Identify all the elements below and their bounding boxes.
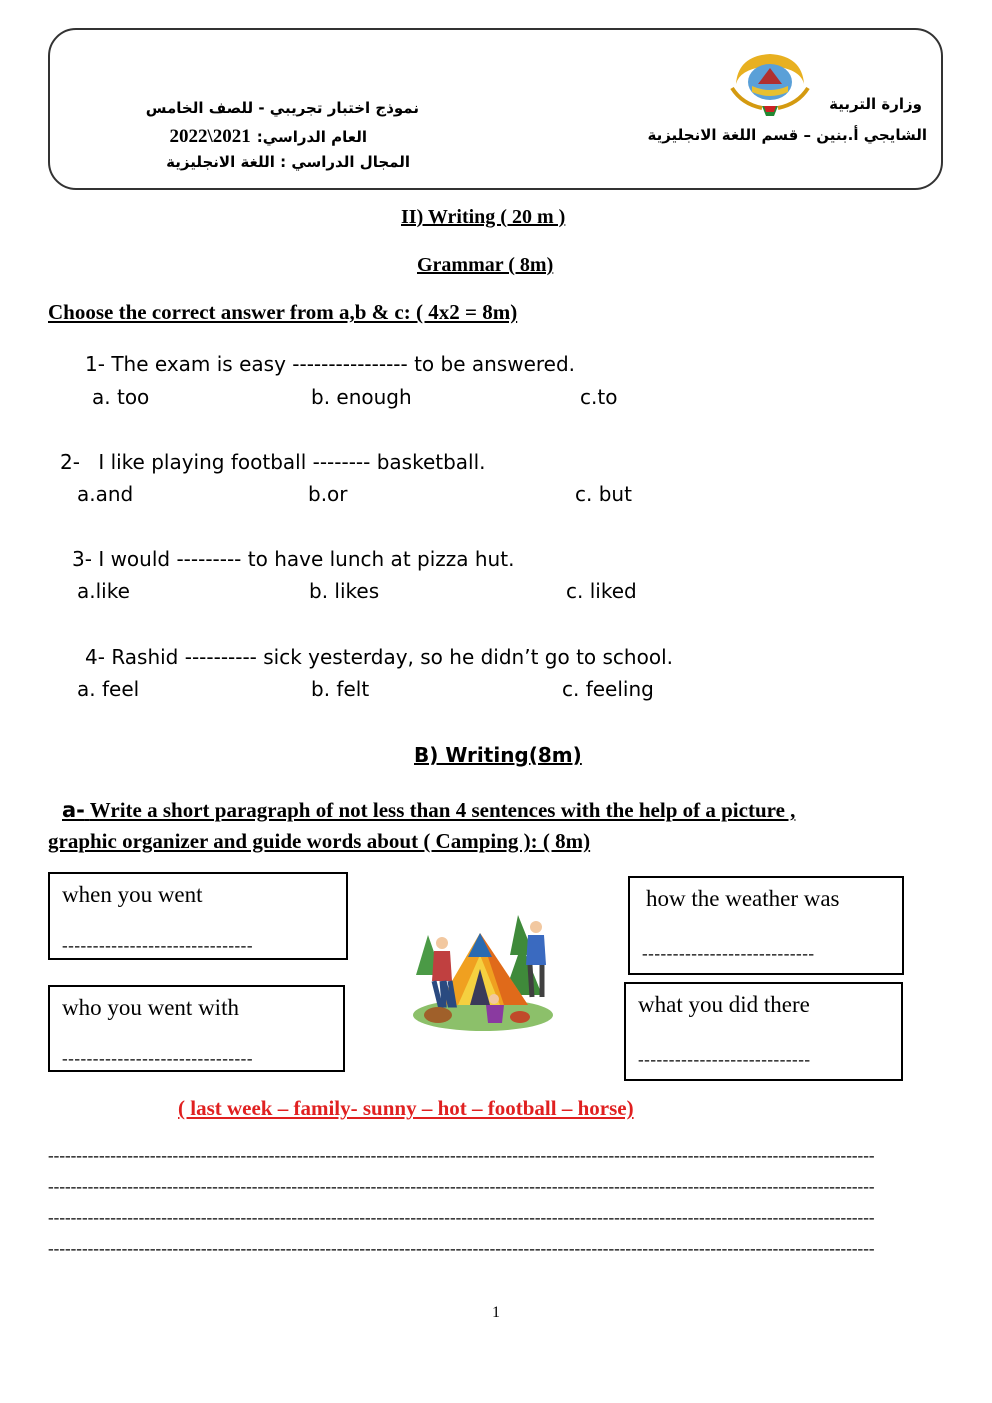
question-number: 4- [85,645,105,669]
answer-line-2[interactable]: -------------------------------------------------------------------------------------------------------------------------------------------------- [48,1177,875,1196]
year-label: العام الدراسي: [256,128,367,146]
organizer-label-what: what you did there [638,992,810,1017]
organizer-label-when: when you went [62,882,203,907]
prompt-text-1: Write a short paragraph of not less than 4 sentences with the help of a picture , [89,798,796,822]
ministry-name: وزارة التربية [829,95,922,113]
question-number: 2- [60,450,80,474]
q2-option-b[interactable]: b.or [308,482,348,506]
q3-option-c[interactable]: c. liked [566,579,637,603]
writing-prompt-line-2: graphic organizer and guide words about ( Camping ): ( 8m) [48,829,591,853]
writing-prompt-line-1 [48,798,795,823]
answer-line-3[interactable]: -------------------------------------------------------------------------------------------------------------------------------------------------- [48,1208,875,1227]
organizer-box-what [624,982,903,1081]
question-3 [72,547,514,571]
guide-words: ( last week – family- sunny – hot – football – horse) [178,1096,634,1120]
organizer-blank-when[interactable]: ------------------------------- [62,936,253,955]
grammar-title: Grammar ( 8m) [417,254,554,276]
answer-line-4[interactable]: -------------------------------------------------------------------------------------------------------------------------------------------------- [48,1239,875,1258]
prompt-prefix: a- [62,798,85,822]
answer-line-1[interactable]: -------------------------------------------------------------------------------------------------------------------------------------------------- [48,1146,875,1165]
q1-option-a[interactable]: a. too [92,385,150,409]
q4-option-a[interactable]: a. feel [77,677,140,701]
organizer-label-weather: how the weather was [646,886,840,911]
section-title: II) Writing ( 20 m ) [401,206,566,228]
q4-option-c[interactable]: c. feeling [562,677,654,701]
organizer-blank-weather[interactable]: ---------------------------- [642,944,815,963]
q1-option-c[interactable]: c.to [580,385,618,409]
question-2 [60,450,486,474]
question-1 [85,352,575,376]
year-value: 2022\2021 [169,126,251,147]
question-text: I like playing football -------- basketball. [98,450,486,474]
question-4 [85,645,673,669]
instructions: Choose the correct answer from a,b & c: ( 4x2 = 8m) [48,300,518,324]
q4-option-b[interactable]: b. felt [311,677,370,701]
academic-year [169,126,367,148]
department-name: الشايجي أ.بنين – قسم اللغة الانجليزية [647,126,927,144]
question-text: I would --------- to have lunch at pizza hut. [98,547,515,571]
question-text: The exam is easy ---------------- to be answered. [111,352,576,376]
organizer-box-who [48,985,345,1072]
organizer-blank-what[interactable]: ---------------------------- [638,1050,811,1069]
subject-field: المجال الدراسي : اللغة الانجليزية [166,153,410,171]
q2-option-c[interactable]: c. but [575,482,632,506]
organizer-box-when [48,872,348,960]
q3-option-b[interactable]: b. likes [309,579,380,603]
question-number: 3- [72,547,92,571]
page-number: 1 [492,1304,500,1321]
organizer-blank-who[interactable]: ------------------------------- [62,1049,253,1068]
ministry-emblem-icon [728,48,812,118]
writing-title: B) Writing(8m) [414,743,582,767]
exam-title: نموذج اختبار تجريبي - للصف الخامس [145,99,419,117]
q3-option-a[interactable]: a.like [77,579,130,603]
question-number: 1- [85,352,105,376]
organizer-label-who: who you went with [62,995,239,1020]
q2-option-a[interactable]: a.and [77,482,134,506]
organizer-box-weather [628,876,904,975]
camping-illustration [408,905,558,1037]
q1-option-b[interactable]: b. enough [311,385,412,409]
question-text: Rashid ---------- sick yesterday, so he didn’t go to school. [111,645,673,669]
